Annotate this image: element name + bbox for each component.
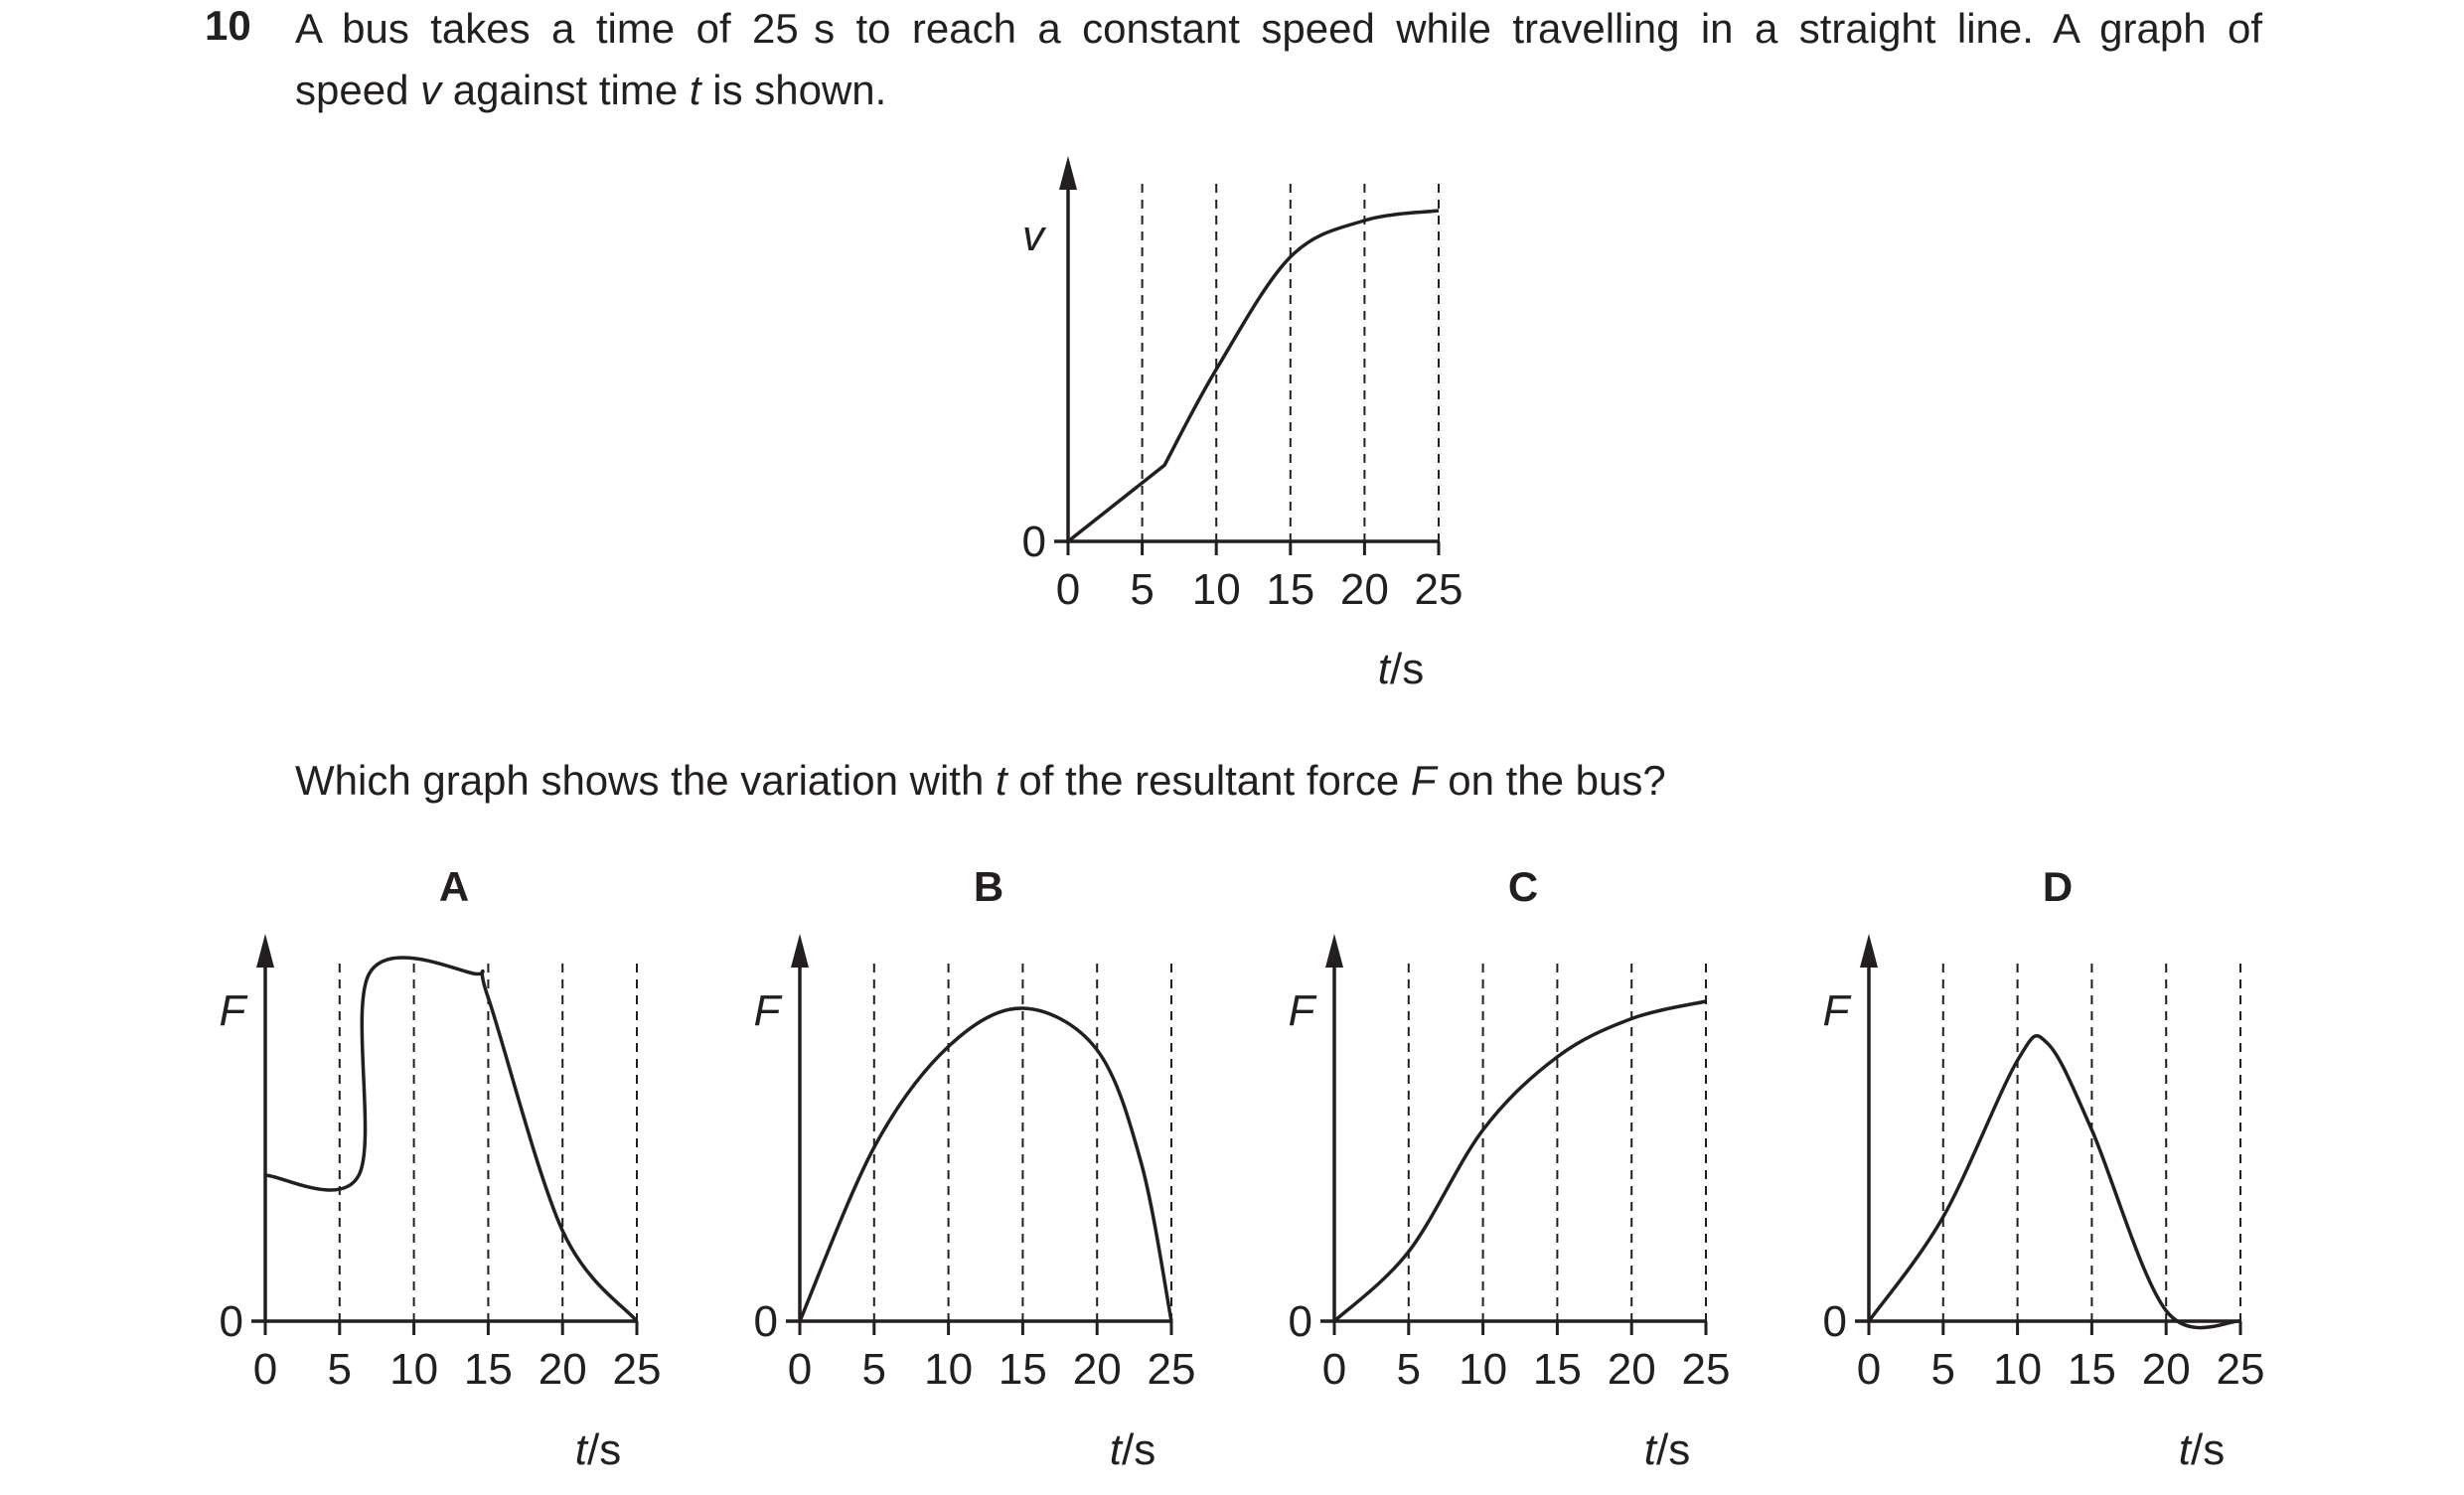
option-graph-a bbox=[220, 863, 662, 1474]
x-tick-label: 0 bbox=[1321, 1345, 1347, 1394]
x-axis-label-var: t bbox=[1109, 1425, 1122, 1474]
y-axis-label: F bbox=[219, 986, 246, 1035]
x-axis-label bbox=[1644, 1425, 1690, 1474]
y-axis-arrow-icon bbox=[256, 934, 274, 968]
x-tick-label: 20 bbox=[538, 1345, 587, 1394]
x-axis-label-unit: s bbox=[2203, 1425, 2226, 1474]
question-text-part: s to reach a constant speed while travelling in a straight line. A graph of bbox=[814, 5, 2262, 52]
x-tick-label: 5 bbox=[1130, 565, 1155, 614]
x-tick-label: 25 bbox=[612, 1345, 662, 1394]
x-axis-label bbox=[575, 1425, 621, 1474]
x-tick-label: 5 bbox=[861, 1345, 887, 1394]
y-axis-arrow-icon bbox=[1059, 156, 1077, 190]
x-tick-label: 20 bbox=[2141, 1345, 2191, 1394]
question-number: 10 bbox=[205, 2, 251, 49]
x-tick-label: 10 bbox=[924, 1345, 974, 1394]
x-tick-label: 0 bbox=[1856, 1345, 1882, 1394]
x-tick-label: 5 bbox=[1396, 1345, 1422, 1394]
x-axis-label-unit: s bbox=[1668, 1425, 1691, 1474]
x-tick-label: 5 bbox=[327, 1345, 353, 1394]
y-axis-arrow-icon bbox=[1325, 934, 1343, 968]
x-axis-label-sep: / bbox=[1390, 645, 1403, 693]
x-axis-label-unit: s bbox=[599, 1425, 622, 1474]
option-letter: B bbox=[973, 863, 1004, 910]
x-tick-label: 15 bbox=[463, 1345, 513, 1394]
x-tick-label: 0 bbox=[1055, 565, 1081, 614]
x-tick-label: 10 bbox=[1993, 1345, 2043, 1394]
option-graph-d bbox=[1823, 863, 2265, 1474]
x-tick-label: 0 bbox=[787, 1345, 813, 1394]
question-text-part: is shown. bbox=[700, 67, 887, 113]
data-curve bbox=[1334, 1001, 1706, 1321]
option-letter: A bbox=[438, 863, 470, 910]
x-axis-label-unit: s bbox=[1402, 645, 1425, 693]
x-axis-label-var: t bbox=[2178, 1425, 2191, 1474]
prompt-part: of the resultant force bbox=[1006, 757, 1411, 804]
y-axis-arrow-icon bbox=[1860, 934, 1878, 968]
x-axis-label-var: t bbox=[1643, 1425, 1656, 1474]
data-curve bbox=[800, 1008, 1171, 1321]
variable-t: t bbox=[689, 67, 701, 113]
x-axis-label bbox=[1378, 645, 1424, 693]
question-text-part: speed bbox=[295, 67, 421, 113]
option-graph-c bbox=[1289, 863, 1731, 1474]
y-axis-label: F bbox=[1288, 986, 1315, 1035]
x-axis-label-sep: / bbox=[1656, 1425, 1669, 1474]
question-text-part: against time bbox=[441, 67, 690, 113]
x-axis-label-var: t bbox=[574, 1425, 587, 1474]
x-tick-label: 25 bbox=[1681, 1345, 1731, 1394]
x-tick-label: 15 bbox=[2067, 1345, 2116, 1394]
y-zero-label: 0 bbox=[1822, 1297, 1847, 1346]
x-tick-label: 25 bbox=[1414, 565, 1463, 614]
y-zero-label: 0 bbox=[753, 1297, 778, 1346]
data-curve bbox=[1068, 211, 1439, 541]
option-letter: C bbox=[1507, 863, 1539, 910]
x-tick-label: 10 bbox=[1459, 1345, 1508, 1394]
y-axis-label: F bbox=[753, 986, 781, 1035]
x-tick-label: 10 bbox=[389, 1345, 439, 1394]
y-zero-label: 0 bbox=[1288, 1297, 1312, 1346]
x-tick-label: 20 bbox=[1072, 1345, 1122, 1394]
x-axis-label bbox=[1110, 1425, 1155, 1474]
x-tick-label: 25 bbox=[1147, 1345, 1196, 1394]
x-tick-label: 5 bbox=[1930, 1345, 1956, 1394]
option-letter: D bbox=[2042, 863, 2074, 910]
y-axis-arrow-icon bbox=[791, 934, 809, 968]
y-axis-label: v bbox=[1022, 212, 1044, 260]
y-zero-label: 0 bbox=[1021, 518, 1046, 566]
x-tick-label: 20 bbox=[1339, 565, 1389, 614]
option-graph-b bbox=[754, 863, 1196, 1474]
x-axis-label-var: t bbox=[1377, 645, 1390, 693]
x-tick-label: 15 bbox=[998, 1345, 1047, 1394]
x-tick-label: 10 bbox=[1191, 565, 1241, 614]
data-curve bbox=[265, 958, 637, 1321]
question-text-part: A bus takes a time of 25 bbox=[295, 5, 799, 52]
x-axis-label-sep: / bbox=[2191, 1425, 2204, 1474]
x-axis-label-unit: s bbox=[1134, 1425, 1156, 1474]
main-graph bbox=[1022, 156, 1463, 693]
variable-t: t bbox=[996, 757, 1007, 804]
x-tick-label: 0 bbox=[252, 1345, 278, 1394]
variable-F: F bbox=[1410, 757, 1437, 804]
variable-v: v bbox=[420, 67, 442, 113]
x-tick-label: 20 bbox=[1607, 1345, 1656, 1394]
y-axis-label: F bbox=[1822, 986, 1850, 1035]
prompt-part: on the bus? bbox=[1436, 757, 1666, 804]
y-zero-label: 0 bbox=[219, 1297, 243, 1346]
x-axis-label-sep: / bbox=[1122, 1425, 1135, 1474]
x-tick-label: 15 bbox=[1532, 1345, 1582, 1394]
x-tick-label: 15 bbox=[1266, 565, 1315, 614]
x-tick-label: 25 bbox=[2216, 1345, 2265, 1394]
data-curve bbox=[1869, 1036, 2240, 1328]
x-axis-label-sep: / bbox=[587, 1425, 600, 1474]
prompt-part: Which graph shows the variation with bbox=[295, 757, 996, 804]
x-axis-label bbox=[2179, 1425, 2225, 1474]
